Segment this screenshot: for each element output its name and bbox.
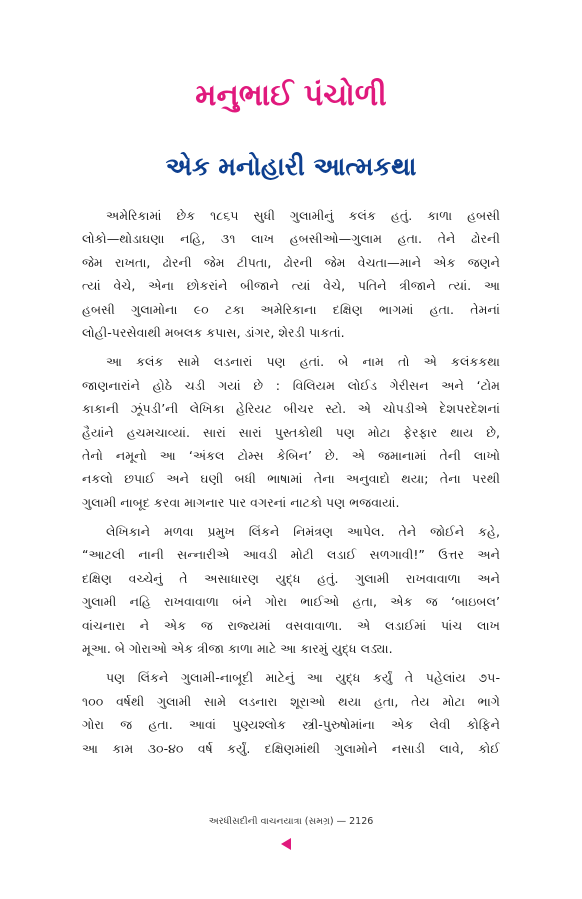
text-line: જાણનારાંને હોઠે ચડી ગયાં છે : વિલિયમ લોઈડ ગેરીસન અને ‘ટોમ: [82, 377, 500, 393]
text-line: ગુલામી નાબૂદ કરવા માગનાર પાર વગરનાં નાટકો પણ ભજવાયાં.: [82, 494, 400, 510]
paragraph: [82, 350, 500, 514]
article-title: એક મનોહારી આત્મકથા: [165, 152, 417, 181]
left-triangle-arrow-icon[interactable]: [281, 838, 291, 850]
text-line: નકલો છપાઈ અને ઘણી બધી ભાષામાં તેના અનુવાદો થયા; તેના પરથી: [82, 471, 500, 487]
text-line: ગોરા જ હતા. આવાં પુણ્યશ્લોક સ્ત્રી-પુરુષોમાંના એક લેવી કોફિને: [82, 717, 500, 733]
article-body: [82, 204, 500, 766]
text-line: મૂઆ. બે ગોરાઓ એક ત્રીજા કાળા માટે આ કારમું યુદ્ધ લડ્યા.: [82, 641, 393, 657]
text-line: પણ લિંકને ગુલામી-નાબૂદી માટેનું આ યુદ્ધ કર્યું તે પહેલાંય ૭૫-: [106, 670, 500, 686]
author-name: મનુભાઈ પંચોળી: [195, 78, 387, 113]
text-line: વાંચનારા ને એક જ રાજ્યમાં વસવાવાળા. એ લડાઈમાં પાંચ લાખ: [82, 617, 500, 633]
text-line: લોહી-પરસેવાથી મબલક કપાસ, ડાંગર, શેરડી પાકતાં.: [82, 324, 345, 340]
text-line: હબસી ગુલામોના ૯૦ ટકા અમેરિકાના દક્ષિણ ભાગમાં હતા. તેમનાં: [82, 301, 500, 317]
text-line: ૧૦૦ વર્ષથી ગુલામી સામે લડનારા શૂરાઓ થયા હતા, તેય મોટા ભાગે: [82, 693, 500, 709]
text-line: “આટલી નાની સન્નારીએ આવડી મોટી લડાઈ સળગાવી!” ઉત્તર અને: [82, 547, 500, 563]
text-line: આ કામ ૩૦-૪૦ વર્ષ કર્યું. દક્ષિણમાંથી ગુલામોને નસાડી લાવે, કોઈ: [82, 740, 500, 756]
text-line: કાકાની ઝૂંપડી’ની લેખિકા હેરિયટ બીચર સ્ટો. એ ચોપડીએ દેશપરદેશનાં: [82, 401, 500, 417]
text-line: અમેરિકામાં છેક ૧૮૬૫ સુધી ગુલામીનું કલંક હતું. કાળા હબસી: [106, 208, 500, 223]
text-line: લેખિકાને મળવા પ્રમુખ લિંકને નિમંત્રણ આપેલ. તેને જોઈને કહે,: [106, 524, 500, 540]
paragraph: [82, 204, 500, 344]
text-line: લોકો—થોડાઘણા નહિ, ૩૧ લાખ હબસીઓ—ગુલામ હતા. તેને ઢોરની: [82, 231, 500, 247]
text-line: હૈયાંને હચમચાવ્યાં. સારાં સારાં પુસ્તકોથી પણ મોટા ફેરફાર થાય છે,: [82, 424, 500, 440]
text-line: આ કલંક સામે લડનારાં પણ હતાં. બે નામ તો એ કલંકકથા: [106, 354, 500, 370]
paragraph: [82, 666, 500, 760]
text-line: દક્ષિણ વચ્ચેનું તે અસાધારણ યુદ્ધ હતું. ગુલામી રાખવાવાળા અને: [82, 570, 500, 586]
paragraph: [82, 520, 500, 660]
text-line: તેનો નમૂનો આ ‘અંકલ ટોમ્સ કેબિન’ છે. એ જમાનામાં તેની લાખો: [82, 447, 500, 463]
page-footer: અરધીસદીની વાચનયાત્રા (સમગ્ર) — 2126: [208, 816, 374, 827]
text-line: ત્યાં વેચે, એના છોકરાંને બીજાને ત્યાં વેચે, પતિને ત્રીજાને ત્યાં. આ: [82, 278, 500, 294]
text-line: ગુલામી નહિ રાખવાવાળા બંને ગોરા ભાઈઓ હતા, એક જ ‘બાઇબલ’: [82, 594, 500, 610]
text-line: જેમ રાખતા, ઢોરની જેમ ટીપતા, ઢોરની જેમ વેચતા—માને એક જણને: [82, 254, 500, 270]
